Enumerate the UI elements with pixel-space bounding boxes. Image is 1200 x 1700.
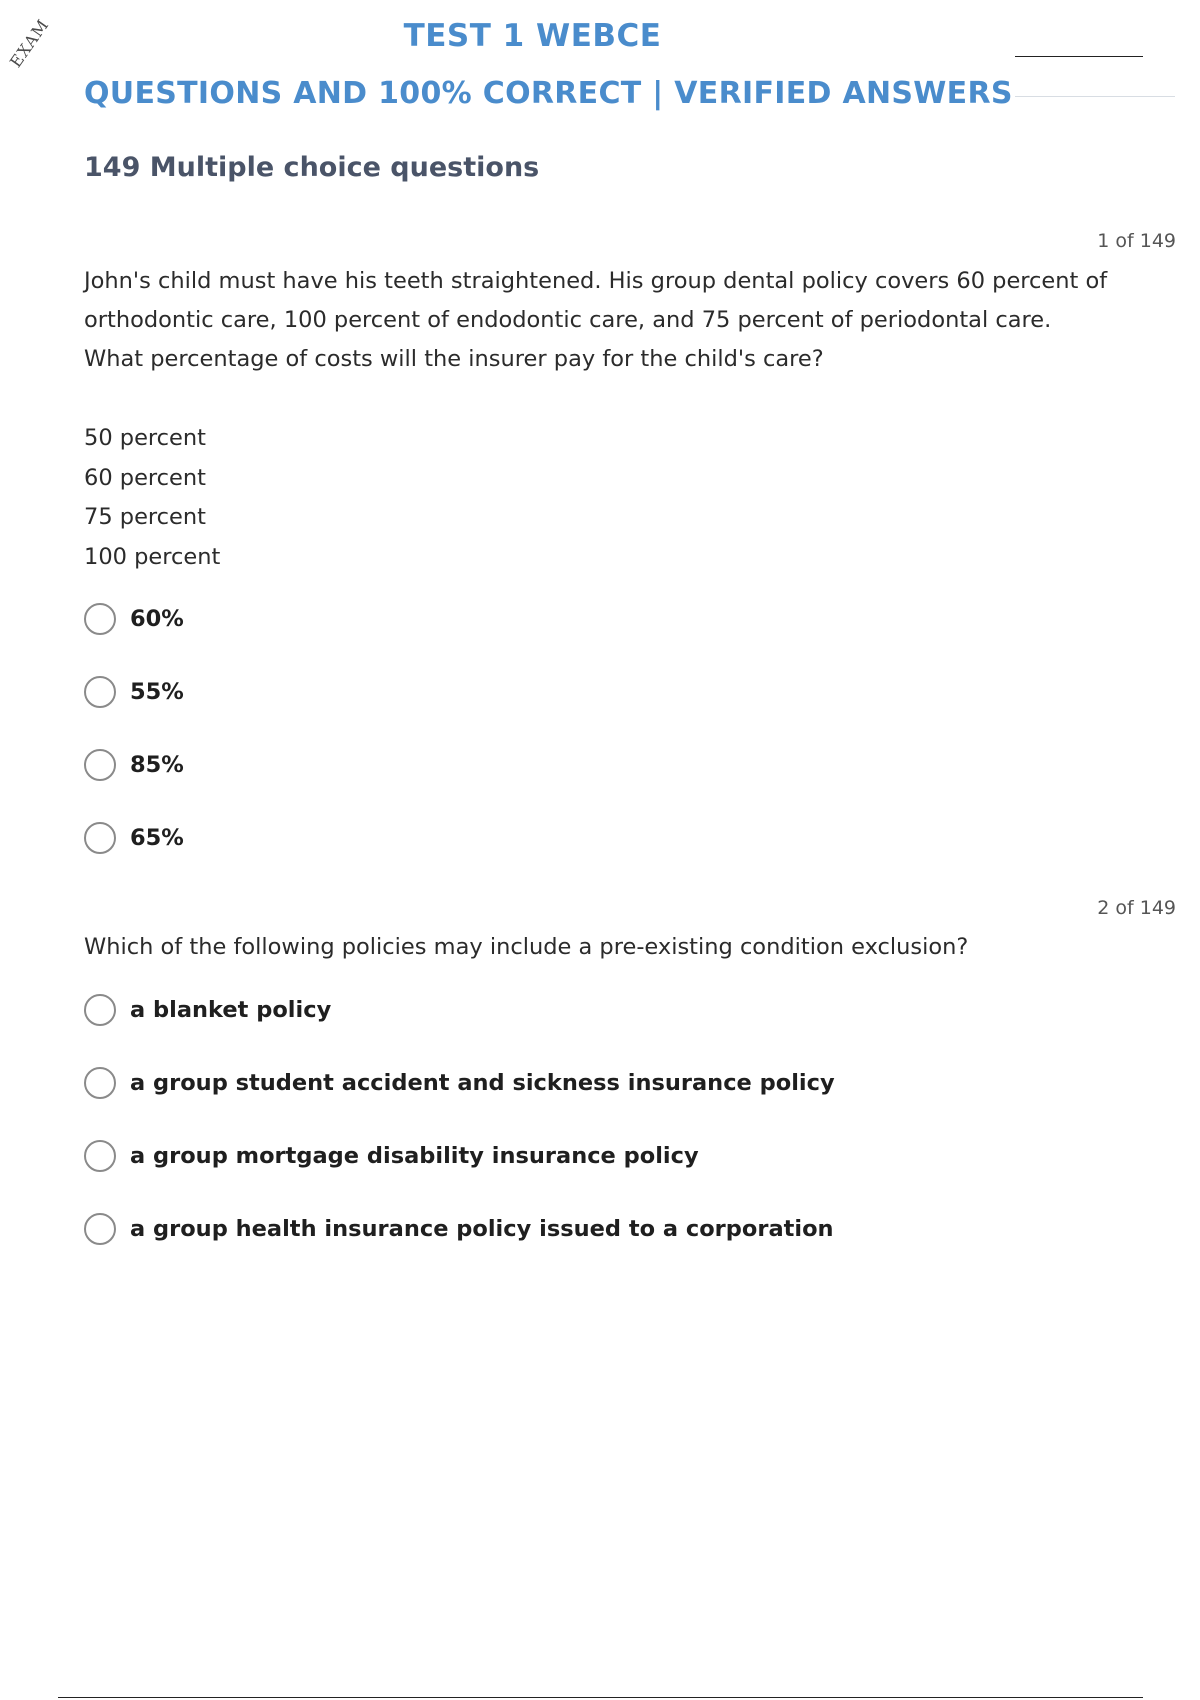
answer-option-label: 65%: [130, 825, 184, 851]
stem-choice: 100 percent: [84, 543, 221, 570]
answer-option-label: a group student accident and sickness insurance policy: [130, 1070, 835, 1096]
answer-option[interactable]: [84, 1140, 699, 1172]
header-rule-faint: [1015, 96, 1175, 97]
question-text: Which of the following policies may include a pre-existing condition exclusion?: [84, 934, 969, 960]
radio-button[interactable]: [84, 603, 116, 635]
document-title: TEST 1 WEBCE: [403, 18, 662, 54]
question-text: John's child must have his teeth straightened. His group dental policy covers 60 percent of orthodontic care, 100 percent of endodontic care, and 75 percent of periodontal care. What percentage of costs will the insurer pay for the child's care?: [84, 268, 1108, 372]
radio-button[interactable]: [84, 1067, 116, 1099]
radio-button[interactable]: [84, 1213, 116, 1245]
answer-option-label: 55%: [130, 679, 184, 705]
answer-option-label: 85%: [130, 752, 184, 778]
answer-option-label: a blanket policy: [130, 997, 332, 1023]
radio-button[interactable]: [84, 822, 116, 854]
answer-option-label: 60%: [130, 606, 184, 632]
stem-choice: 50 percent: [84, 425, 206, 451]
answer-option-label: a group mortgage disability insurance policy: [130, 1143, 699, 1169]
answer-option[interactable]: [84, 603, 184, 635]
stem-choice: 60 percent: [84, 464, 206, 491]
radio-button[interactable]: [84, 676, 116, 708]
answer-option[interactable]: [84, 676, 184, 708]
header-rule: [1015, 56, 1143, 57]
answer-option[interactable]: [84, 1067, 835, 1099]
stem-choices-list: [84, 419, 220, 577]
document-subtitle: QUESTIONS AND 100% CORRECT | VERIFIED ANSWERS: [84, 76, 1013, 111]
radio-button[interactable]: [84, 1140, 116, 1172]
answer-option-label: a group health insurance policy issued to a corporation: [130, 1216, 834, 1242]
answer-option[interactable]: [84, 749, 184, 781]
answer-option[interactable]: [84, 1213, 834, 1245]
answer-option[interactable]: [84, 994, 331, 1026]
footer-rule: [58, 1697, 1143, 1698]
exam-watermark: EXAM: [6, 15, 53, 71]
question-counter: 1 of 149: [1097, 230, 1176, 252]
answer-option[interactable]: [84, 822, 184, 854]
question-counter: 2 of 149: [1097, 897, 1176, 919]
section-heading: 149 Multiple choice questions: [84, 152, 540, 183]
radio-button[interactable]: [84, 749, 116, 781]
radio-button[interactable]: [84, 994, 116, 1026]
stem-choice: 75 percent: [84, 504, 206, 530]
